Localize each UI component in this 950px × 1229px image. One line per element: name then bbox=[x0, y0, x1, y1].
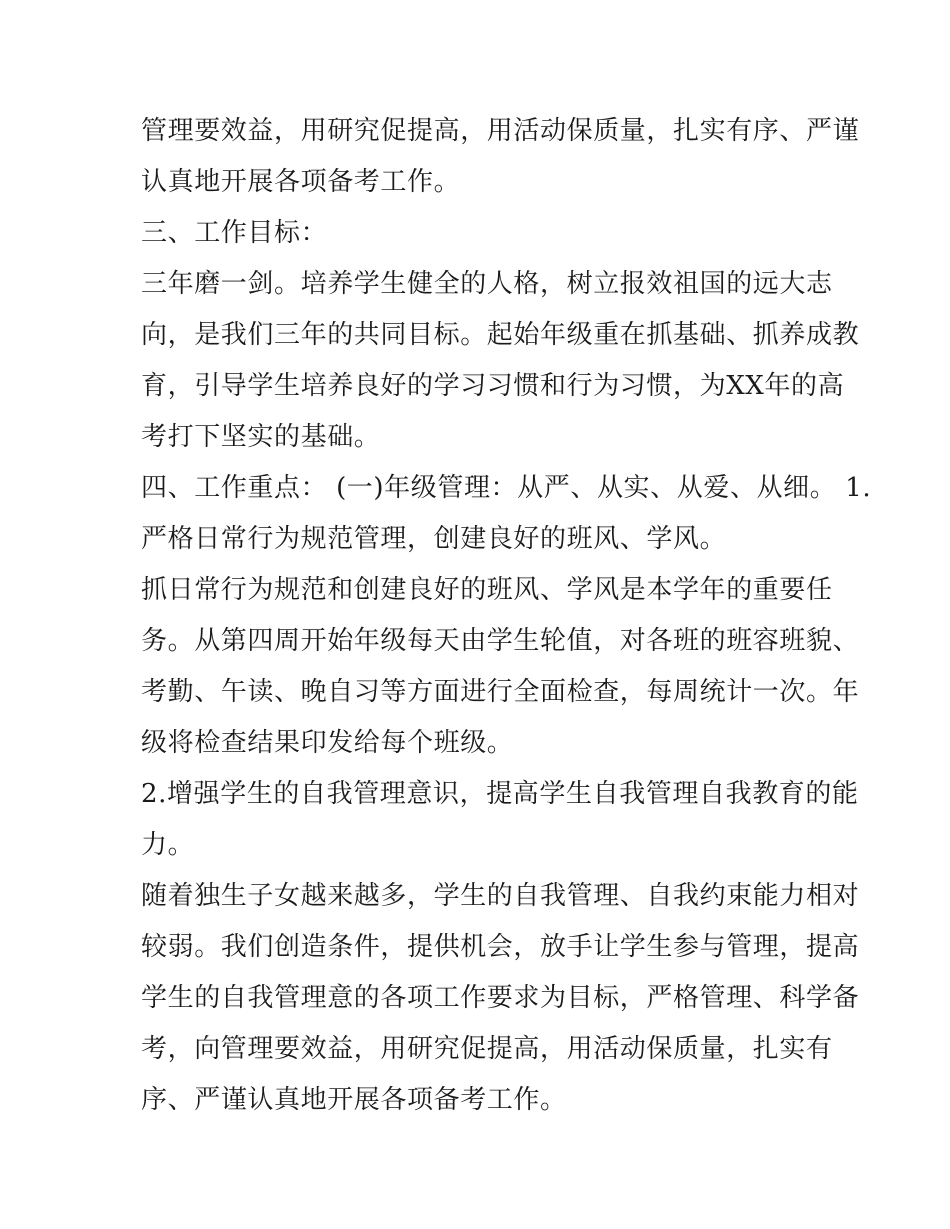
text-line: 严格日常行为规范管理，创建良好的班风、学风。 bbox=[141, 524, 727, 554]
text-line: 考勤、午读、晚自习等方面进行全面检查，每周统计一次。年 bbox=[141, 677, 860, 707]
text-line: 级将检查结果印发给每个班级。 bbox=[141, 728, 514, 758]
document-body bbox=[141, 106, 872, 1126]
text-line: 管理要效益，用研究促提高，用活动保质量，扎实有序、严谨 bbox=[141, 116, 860, 146]
text-line: 务。从第四周开始年级每天由学生轮值，对各班的班容班貌、 bbox=[141, 626, 860, 656]
text-line: 力。 bbox=[141, 830, 195, 860]
text-line: 2.增强学生的自我管理意识，提高学生自我管理自我教育的能 bbox=[141, 779, 859, 809]
section-heading: 三、工作目标： bbox=[141, 218, 328, 248]
text-line: 较弱。我们创造条件，提供机会，放手让学生参与管理，提高 bbox=[141, 932, 860, 962]
text-line: 向，是我们三年的共同目标。起始年级重在抓基础、抓养成教 bbox=[141, 320, 860, 350]
text-line: 三年磨一剑。培养学生健全的人格，树立报效祖国的远大志 bbox=[141, 269, 833, 299]
text-line: 认真地开展各项备考工作。 bbox=[141, 167, 461, 197]
text-line: 考，向管理要效益，用研究促提高，用活动保质量，扎实有 bbox=[141, 1034, 833, 1064]
text-line: 育，引导学生培养良好的学习习惯和行为习惯，为XX年的高 bbox=[141, 371, 845, 401]
text-line: 随着独生子女越来越多，学生的自我管理、自我约束能力相对 bbox=[141, 881, 860, 911]
section-heading: 四、工作重点： (一)年级管理：从严、从实、从爱、从细。 1. bbox=[141, 473, 872, 503]
text-line: 考打下坚实的基础。 bbox=[141, 422, 381, 452]
text-line: 抓日常行为规范和创建良好的班风、学风是本学年的重要任 bbox=[141, 575, 833, 605]
text-line: 序、严谨认真地开展各项备考工作。 bbox=[141, 1085, 567, 1115]
text-line: 学生的自我管理意的各项工作要求为目标，严格管理、科学备 bbox=[141, 983, 860, 1013]
